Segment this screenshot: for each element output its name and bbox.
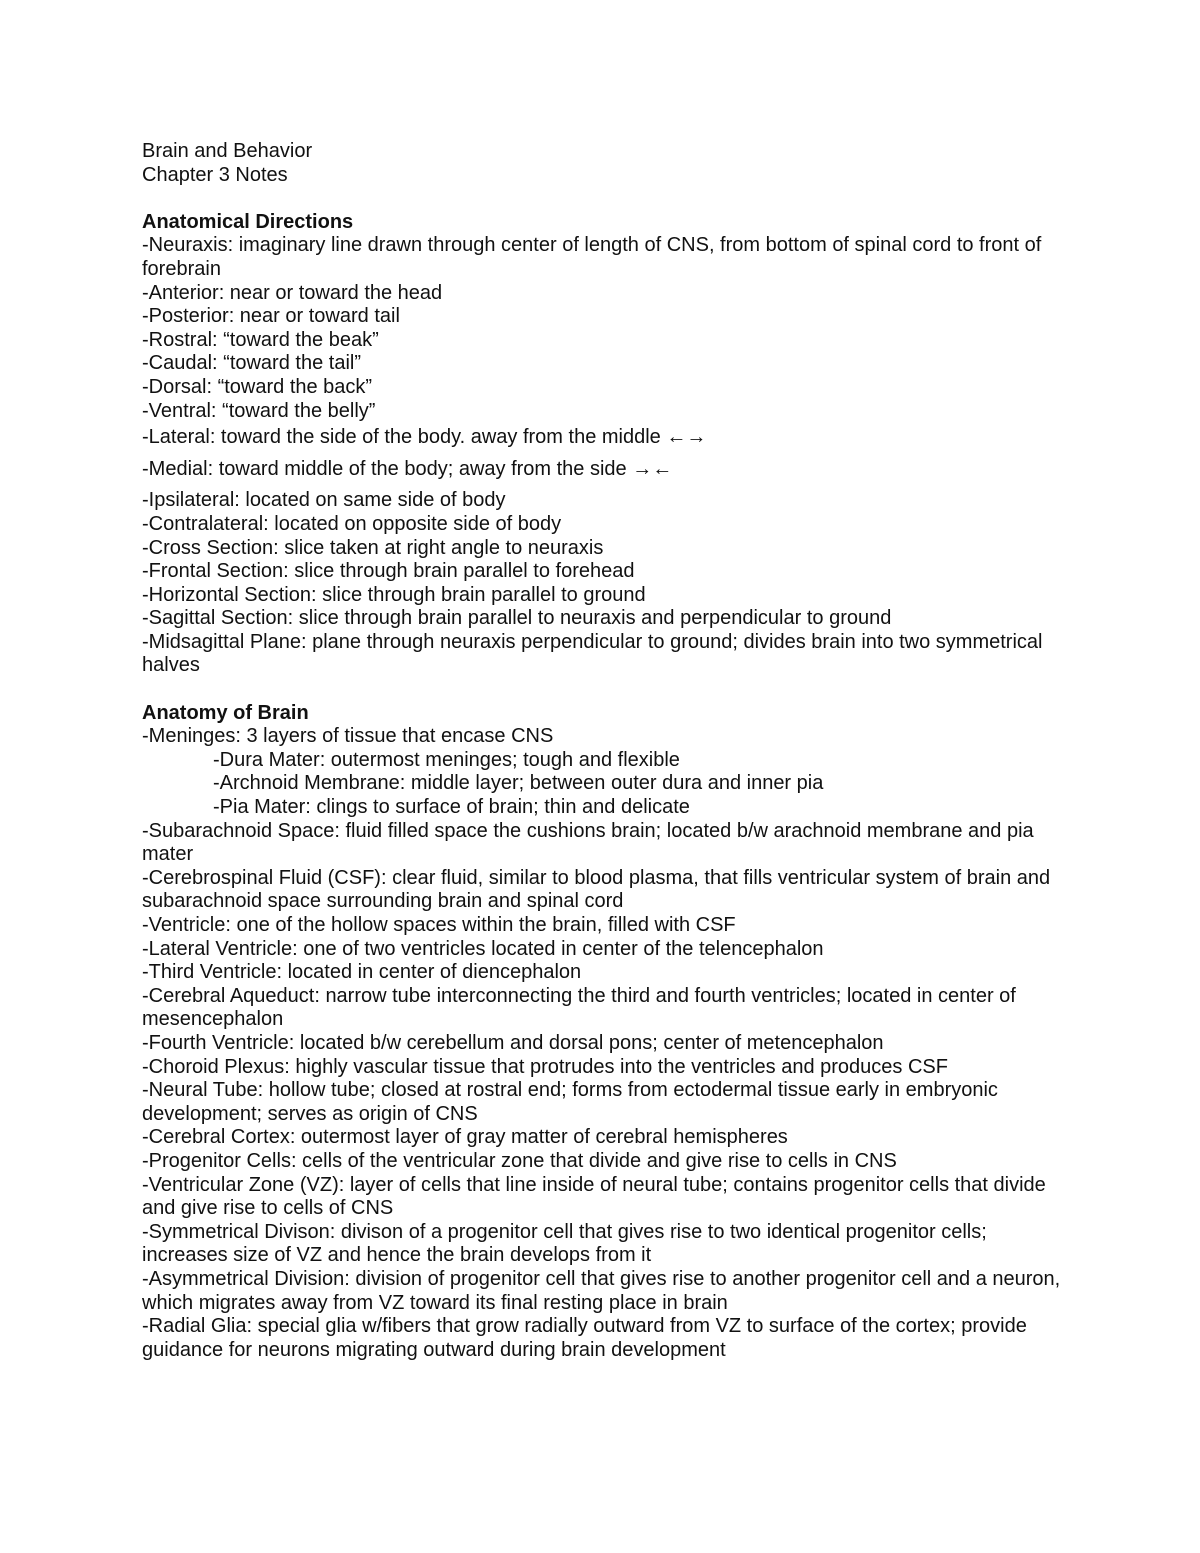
note-line-rostral: -Rostral: “toward the beak”: [142, 328, 379, 351]
note-line-choroid-plexus: -Choroid Plexus: highly vascular tissue that protrudes into the ventricles and produces CSF: [142, 1055, 948, 1078]
section-heading-anatomical-directions: Anatomical Directions: [142, 210, 354, 233]
note-line-frontal-section: -Frontal Section: slice through brain parallel to forehead: [142, 560, 635, 583]
note-line-lateral: -Lateral: toward the side of the body. away from the middle ←→: [142, 426, 707, 449]
note-line-progenitor-cells: -Progenitor Cells: cells of the ventricular zone that divide and give rise to cells in CNS: [142, 1149, 897, 1172]
note-line-cerebral-cortex: -Cerebral Cortex: outermost layer of gray matter of cerebral hemispheres: [142, 1126, 788, 1149]
note-line-ipsilateral: -Ipsilateral: located on same side of body: [142, 489, 506, 512]
note-line-cross-section: -Cross Section: slice taken at right angle to neuraxis: [142, 536, 604, 559]
document-title: Brain and Behavior: [142, 140, 313, 162]
note-line-fourth-ventricle: -Fourth Ventricle: located b/w cerebellum and dorsal pons; center of metencephalon: [142, 1031, 884, 1054]
note-line-sagittal-section: -Sagittal Section: slice through brain parallel to neuraxis and perpendicular to ground: [142, 607, 892, 630]
note-line-meninges: -Meninges: 3 layers of tissue that encase CNS: [142, 725, 554, 748]
note-line-midsagittal-plane: -Midsagittal Plane: plane through neuraxis perpendicular to ground; divides brain into two symmetrical halves: [142, 630, 1043, 677]
note-line-posterior: -Posterior: near or toward tail: [142, 305, 400, 328]
note-line-pia-mater: -Pia Mater: clings to surface of brain; thin and delicate: [213, 796, 690, 819]
note-line-dura-mater: -Dura Mater: outermost meninges; tough and flexible: [213, 748, 680, 771]
document-subtitle: Chapter 3 Notes: [142, 163, 288, 186]
note-line-symmetrical-division: -Symmetrical Divison: divison of a progenitor cell that gives rise to two identical progenitor cells; increases size of VZ and hence the brain develops from it: [142, 1220, 987, 1267]
note-line-cerebral-aqueduct: -Cerebral Aqueduct: narrow tube interconnecting the third and fourth ventricles; located in center of mesencephalon: [142, 984, 1016, 1031]
note-line-ventricle: -Ventricle: one of the hollow spaces within the brain, filled with CSF: [142, 914, 736, 936]
note-line-anterior: -Anterior: near or toward the head: [142, 281, 443, 304]
note-line-horizontal-section: -Horizontal Section: slice through brain parallel to ground: [142, 583, 646, 606]
note-line-caudal: -Caudal: “toward the tail”: [142, 352, 361, 375]
note-line-archnoid-membrane: -Archnoid Membrane: middle layer; between outer dura and inner pia: [213, 772, 824, 795]
note-line-ventral: -Ventral: “toward the belly”: [142, 399, 376, 422]
note-line-neural-tube: -Neural Tube: hollow tube; closed at rostral end; forms from ectodermal tissue early in embryonic development; serves as origin of CNS: [142, 1079, 998, 1125]
note-line-medial: -Medial: toward middle of the body; away from the side →←: [142, 457, 673, 480]
note-line-neuraxis: -Neuraxis: imaginary line drawn through center of length of CNS, from bottom of spinal cord to front of forebrain: [142, 234, 1042, 280]
spacer: [142, 678, 1072, 702]
note-line-radial-glia: -Radial Glia: special glia w/fibers that grow radially outward from VZ to surface of the cortex; provide guidance for neurons migrating outward during brain development: [142, 1315, 1027, 1361]
note-line-lateral-ventricle: -Lateral Ventricle: one of two ventricles located in center of the telencephalon: [142, 937, 824, 960]
document-page: [142, 140, 1072, 1362]
note-line-dorsal: -Dorsal: “toward the back”: [142, 375, 373, 398]
note-line-contralateral: -Contralateral: located on opposite side of body: [142, 512, 562, 535]
section-heading-anatomy-of-brain: Anatomy of Brain: [142, 701, 309, 724]
spacer: [142, 187, 1072, 211]
note-line-subarachnoid-space: -Subarachnoid Space: fluid filled space the cushions brain; located b/w arachnoid membrane and pia mater: [142, 819, 1034, 866]
note-line-cerebrospinal-fluid: -Cerebrospinal Fluid (CSF): clear fluid, similar to blood plasma, that fills ventricular system of brain and subarachnoid space surrounding brain and spinal cord: [142, 866, 1051, 913]
note-line-asymmetrical-division: -Asymmetrical Division: division of progenitor cell that gives rise to another progenitor cell and a neuron, which migrates away from VZ toward its final resting place in brain: [142, 1267, 1061, 1314]
note-line-third-ventricle: -Third Ventricle: located in center of diencephalon: [142, 961, 582, 984]
note-line-ventricular-zone: -Ventricular Zone (VZ): layer of cells that line inside of neural tube; contains progenitor cells that divide and give rise to cells of CNS: [142, 1173, 1046, 1220]
